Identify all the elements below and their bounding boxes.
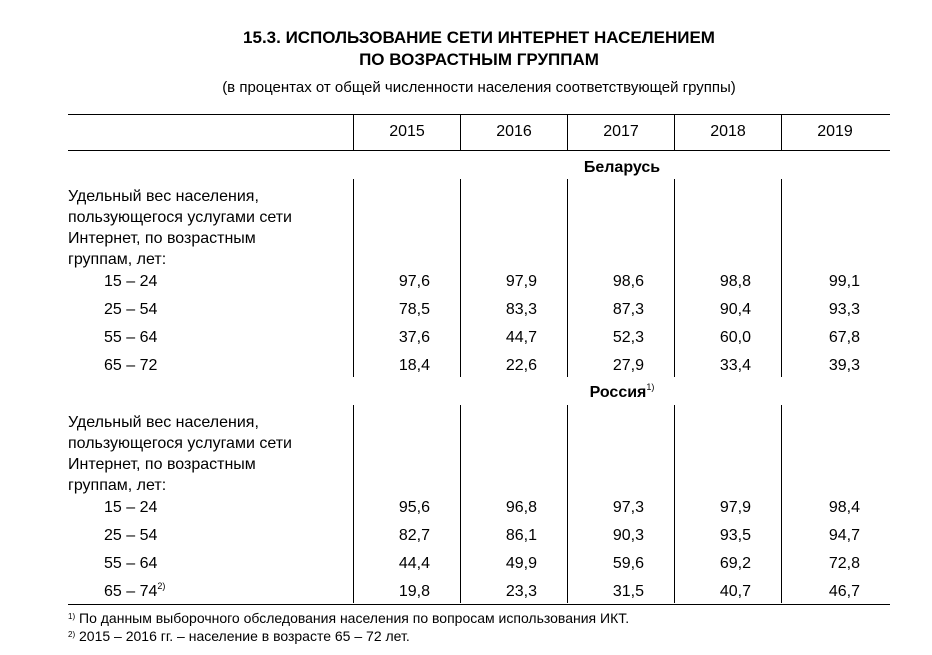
- table-cell: 27,9: [612, 357, 644, 374]
- age-group-label: 15 – 24: [104, 499, 158, 516]
- table-title-line-1: 15.3. ИСПОЛЬЗОВАНИЕ СЕТИ ИНТЕРНЕТ НАСЕЛЕНИЕМ: [243, 28, 715, 47]
- table-cell: 99,1: [828, 273, 860, 290]
- age-group-label: [104, 583, 165, 601]
- table-cell: 97,9: [505, 273, 537, 290]
- description-line: Интернет, по возрастным: [68, 230, 256, 247]
- section-heading-russia: [354, 384, 890, 402]
- table-cell: 78,5: [398, 301, 430, 318]
- table-cell: 95,6: [398, 499, 430, 516]
- table-cell: 19,8: [398, 583, 430, 600]
- description-line: Интернет, по возрастным: [68, 456, 256, 473]
- year-header-2018: 2018: [710, 123, 746, 140]
- table-cell: 23,3: [505, 583, 537, 600]
- table-cell: 98,6: [612, 273, 644, 290]
- footnote-text: 2015 – 2016 гг. – население в возрасте 65 – 72 лет.: [75, 628, 410, 644]
- table-cell: 69,2: [719, 555, 751, 572]
- description-line: пользующегося услугами сети: [68, 209, 292, 226]
- year-header-2017: 2017: [603, 123, 639, 140]
- age-group-label: 65 – 72: [104, 357, 158, 374]
- table-title-line-2: ПО ВОЗРАСТНЫМ ГРУППАМ: [359, 50, 599, 69]
- table-cell: 18,4: [398, 357, 430, 374]
- table-cell: 86,1: [505, 527, 537, 544]
- footnote-text: По данным выборочного обследования населения по вопросам использования ИКТ.: [75, 610, 630, 626]
- table-cell: 98,4: [828, 499, 860, 516]
- year-header-2019: 2019: [817, 123, 853, 140]
- table-cell: 33,4: [719, 357, 751, 374]
- age-group-label: 55 – 64: [104, 555, 158, 572]
- table-cell: 44,7: [505, 329, 537, 346]
- table-cell: 90,3: [612, 527, 644, 544]
- table-cell: 72,8: [828, 555, 860, 572]
- section-name: Беларусь: [583, 159, 661, 176]
- table-cell: 83,3: [505, 301, 537, 318]
- table-bottom-border: [68, 604, 890, 605]
- description-line: группам, лет:: [68, 477, 167, 494]
- age-group-footnote-mark: 2): [157, 581, 166, 591]
- table-cell: 93,5: [719, 527, 751, 544]
- table-cell: 59,6: [612, 555, 644, 572]
- section-footnote-mark: 1): [646, 382, 655, 392]
- year-header-2015: 2015: [389, 123, 425, 140]
- section-description: [68, 412, 292, 496]
- table-cell: 60,0: [719, 329, 751, 346]
- footnote-mark: 1): [68, 612, 76, 621]
- year-header-2016: 2016: [496, 123, 532, 140]
- age-group-label: 25 – 54: [104, 301, 158, 318]
- table-cell: 37,6: [398, 329, 430, 346]
- table-cell: 96,8: [505, 499, 537, 516]
- section-name: Россия: [589, 384, 647, 401]
- description-line: Удельный вес населения,: [68, 414, 259, 431]
- table-cell: 67,8: [828, 329, 860, 346]
- description-line: Удельный вес населения,: [68, 188, 259, 205]
- age-group-label: 15 – 24: [104, 273, 158, 290]
- table-cell: 39,3: [828, 357, 860, 374]
- section-heading-belarus: [354, 159, 890, 177]
- table-subtitle: (в процентах от общей численности населения соответствующей группы): [222, 79, 736, 96]
- table-cell: 94,7: [828, 527, 860, 544]
- table-cell: 98,8: [719, 273, 751, 290]
- table-cell: 49,9: [505, 555, 537, 572]
- footnote-mark: 2): [68, 630, 76, 639]
- table-cell: 87,3: [612, 301, 644, 318]
- table-cell: 22,6: [505, 357, 537, 374]
- table-cell: 31,5: [612, 583, 644, 600]
- table-cell: 40,7: [719, 583, 751, 600]
- header-bottom-border: [68, 150, 890, 151]
- table-cell: 46,7: [828, 583, 860, 600]
- age-group-label: 25 – 54: [104, 527, 158, 544]
- table-cell: 93,3: [828, 301, 860, 318]
- table-cell: 44,4: [398, 555, 430, 572]
- age-group-label: 55 – 64: [104, 329, 158, 346]
- description-line: группам, лет:: [68, 251, 167, 268]
- table-cell: 97,6: [398, 273, 430, 290]
- age-group-text: 65 – 74: [104, 583, 158, 600]
- table-cell: 97,9: [719, 499, 751, 516]
- footnote-2: [68, 628, 410, 645]
- table-top-border: [68, 114, 890, 115]
- table-cell: 97,3: [612, 499, 644, 516]
- description-line: пользующегося услугами сети: [68, 435, 292, 452]
- table-cell: 90,4: [719, 301, 751, 318]
- footnote-1: [68, 610, 629, 627]
- table-cell: 52,3: [612, 329, 644, 346]
- section-description: [68, 186, 292, 270]
- table-cell: 82,7: [398, 527, 430, 544]
